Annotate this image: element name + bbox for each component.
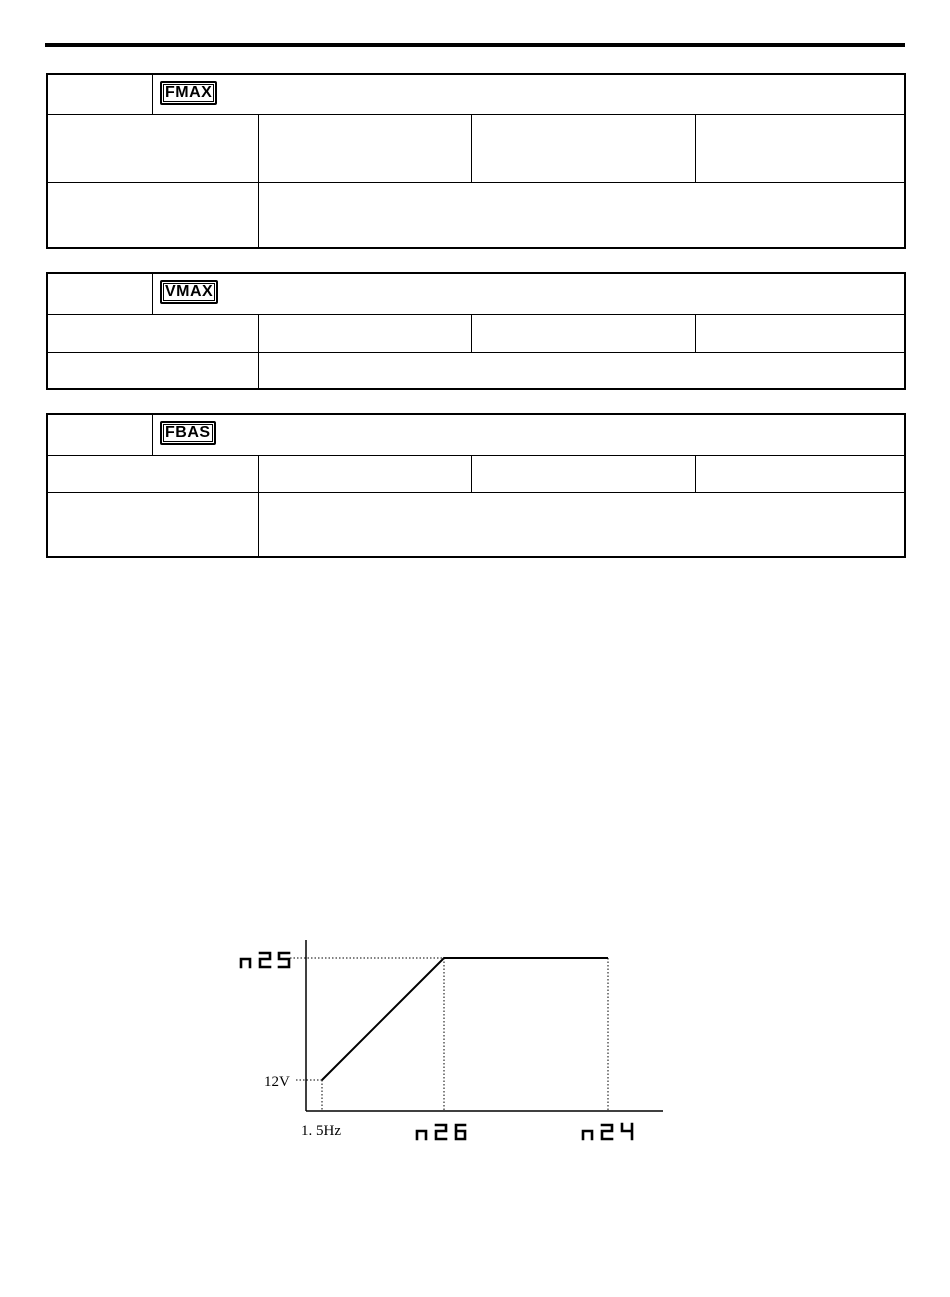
table-cell [695, 456, 904, 492]
table-header-row [48, 75, 904, 114]
x-label-1-5hz: 1. 5Hz [301, 1123, 341, 1139]
vf-characteristic-line [322, 958, 608, 1080]
table-cell [471, 115, 695, 182]
y-label-n25 [241, 953, 289, 967]
table-header-row [48, 415, 904, 455]
table-header-divider [152, 274, 904, 314]
param-table-fbas [46, 413, 906, 558]
param-table-fmax [46, 73, 906, 249]
table-cell [258, 493, 904, 558]
parameter-tag: FBAS [160, 421, 216, 445]
table-row [48, 492, 904, 558]
table-row [48, 352, 904, 388]
param-table-vmax [46, 272, 906, 390]
table-cell [258, 115, 471, 182]
parameter-tag: FMAX [160, 81, 217, 105]
table-row [48, 314, 904, 352]
table-cell [258, 353, 904, 388]
table-row [48, 455, 904, 492]
table-header-divider [152, 415, 904, 455]
table-cell [258, 183, 904, 249]
vf-pattern-chart [230, 930, 670, 1160]
x-label-n24 [583, 1124, 632, 1139]
table-cell [695, 315, 904, 352]
table-row [48, 182, 904, 249]
table-row [48, 114, 904, 182]
table-cell [695, 115, 904, 182]
table-cell [471, 456, 695, 492]
table-cell [258, 315, 471, 352]
x-label-n26 [417, 1125, 465, 1139]
parameter-tag: VMAX [160, 280, 218, 304]
table-header-divider [152, 75, 904, 114]
table-header-row [48, 274, 904, 314]
table-cell [471, 315, 695, 352]
table-cell [258, 456, 471, 492]
top-rule [45, 43, 905, 47]
y-label-12v: 12V [264, 1074, 290, 1090]
